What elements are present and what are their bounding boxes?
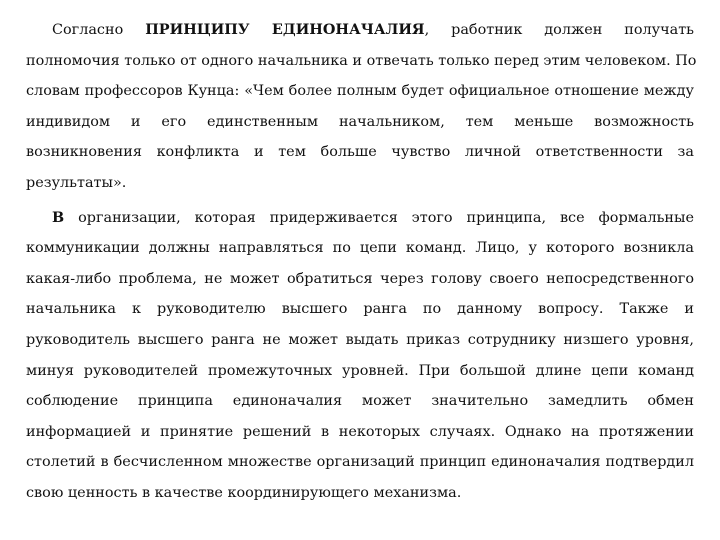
text-line bbox=[26, 386, 694, 417]
text-line bbox=[26, 46, 697, 77]
text-line bbox=[26, 15, 694, 46]
text-line bbox=[26, 356, 694, 387]
text-run: начальника к руководителю высшего ранга по данному вопросу. Также и bbox=[26, 301, 694, 318]
text-run: организации, которая придерживается этого принципа, все формальные bbox=[64, 209, 694, 226]
text-run: полномочия только от одного начальника и отвечать только перед этим человеком. По bbox=[26, 52, 697, 69]
text-run: словам профессоров Кунца: «Чем более полным будет официальное отношение между bbox=[26, 83, 694, 100]
bold-term: В bbox=[52, 208, 65, 226]
text-line bbox=[26, 417, 694, 448]
text-run: коммуникации должны направляться по цепи команд. Лицо, у которого возникла bbox=[26, 240, 694, 257]
text-line bbox=[26, 447, 694, 478]
bold-term: ПРИНЦИПУ ЕДИНОНАЧАЛИЯ bbox=[145, 21, 425, 38]
text-line bbox=[26, 478, 694, 509]
text-line bbox=[26, 107, 694, 138]
text-line bbox=[26, 203, 694, 234]
text-run: какая-либо проблема, не может обратиться через голову своего непосредственного bbox=[26, 270, 694, 287]
text-line bbox=[26, 76, 694, 107]
text-line bbox=[26, 168, 694, 199]
text-run: информацией и принятие решений в некоторых случаях. Однако на протяжении bbox=[26, 423, 694, 440]
text-line bbox=[26, 325, 694, 356]
text-run: столетий в бесчисленном множестве организаций принцип единоначалия подтвердил bbox=[26, 454, 694, 471]
text-run: Согласно bbox=[52, 22, 146, 38]
text-line bbox=[26, 233, 694, 264]
text-run: руководитель высшего ранга не может выдать приказ сотруднику низшего уровня, bbox=[26, 331, 694, 348]
text-run: соблюдение принципа единоначалия может значительно замедлить обмен bbox=[26, 393, 694, 410]
text-run: индивидом и его единственным начальником, тем меньше возможность bbox=[26, 113, 694, 130]
text-run: , работник должен получать bbox=[424, 22, 694, 38]
text-run: результаты». bbox=[26, 174, 127, 191]
paragraph bbox=[26, 203, 694, 509]
text-run: минуя руководителей промежуточных уровней. При большой длине цепи команд bbox=[26, 362, 694, 379]
document-body bbox=[26, 15, 697, 509]
text-line bbox=[26, 137, 694, 168]
text-run: возникновения конфликта и тем больше чувство личной ответственности за bbox=[26, 144, 694, 161]
text-line bbox=[26, 264, 694, 295]
paragraph bbox=[26, 15, 697, 199]
text-line bbox=[26, 294, 694, 325]
text-run: свою ценность в качестве координирующего механизма. bbox=[26, 484, 462, 501]
